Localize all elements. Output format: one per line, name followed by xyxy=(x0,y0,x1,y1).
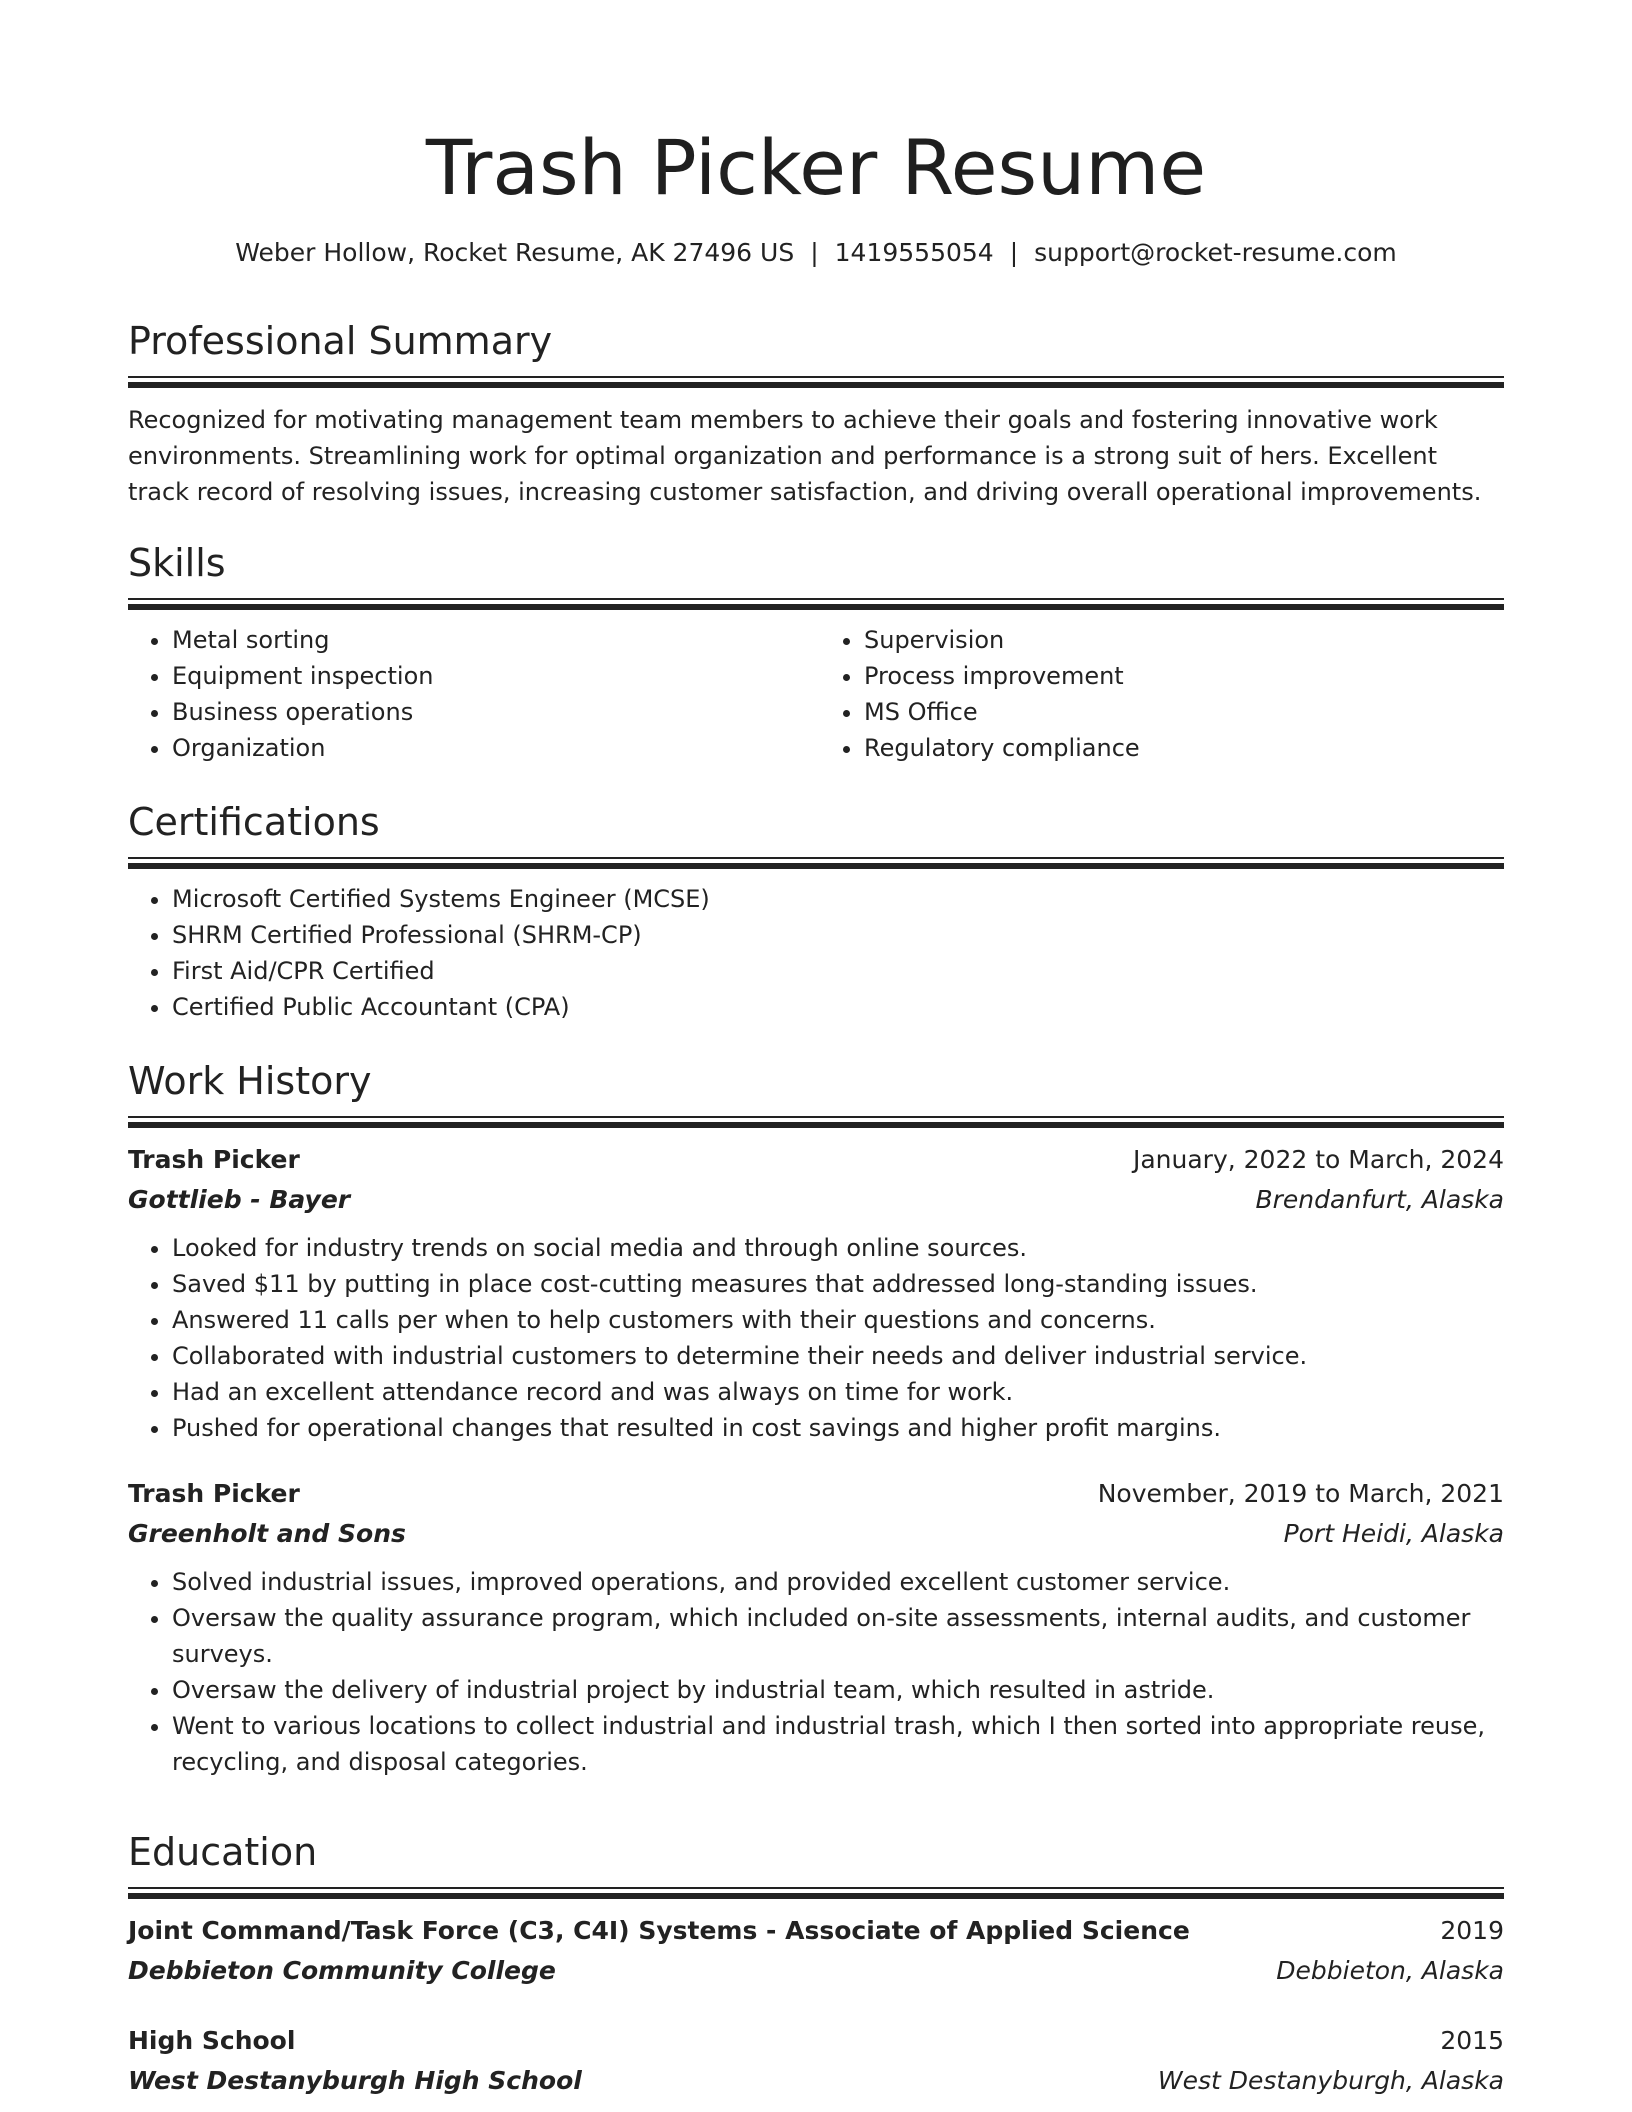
skills-column-left xyxy=(128,622,816,766)
education-header xyxy=(128,1911,1504,1951)
job-title: Trash Picker xyxy=(128,1145,300,1174)
work-history-heading: Work History xyxy=(128,1059,372,1103)
skill-item: • Equipment inspection xyxy=(172,658,816,694)
job-dates: January, 2022 to March, 2024 xyxy=(1132,1145,1504,1174)
job-bullet: • Solved industrial issues, improved operations, and provided excellent customer service. xyxy=(172,1564,1504,1600)
education-location: Debbieton, Alaska xyxy=(1276,1956,1504,1985)
job-bullet: • Collaborated with industrial customers to determine their needs and deliver industrial service. xyxy=(172,1338,1504,1374)
education-header xyxy=(128,2021,1504,2061)
section-divider xyxy=(128,1116,1504,1128)
section-divider xyxy=(128,1887,1504,1899)
summary-section xyxy=(128,316,1504,510)
certification-item: • SHRM Certified Professional (SHRM-CP) xyxy=(172,917,1504,953)
education-subheader xyxy=(128,2061,1504,2101)
summary-heading: Professional Summary xyxy=(128,319,553,363)
contact-phone: 1419555054 xyxy=(834,238,994,267)
education-subheader xyxy=(128,1951,1504,1991)
resume-content xyxy=(128,0,1504,2095)
skills-column-right xyxy=(816,622,1504,766)
skill-item: • Process improvement xyxy=(864,658,1504,694)
education-entry xyxy=(128,2021,1504,2101)
education-section xyxy=(128,1827,1504,2101)
job-header xyxy=(128,1474,1504,1514)
job-subheader xyxy=(128,1180,1504,1220)
job-entry xyxy=(128,1474,1504,1780)
skill-item: • MS Office xyxy=(864,694,1504,730)
summary-text: Recognized for motivating management team members to achieve their goals and fostering innovative work environments. Streamlining work for optimal organization and performance is a strong suit of hers. Excellent track record of resolving issues, increasing customer satisfaction, and driving overall operational improvements. xyxy=(128,406,1482,506)
job-company: Greenholt and Sons xyxy=(128,1519,406,1548)
job-title: Trash Picker xyxy=(128,1479,300,1508)
education-degree: Joint Command/Task Force (C3, C4I) Systems - Associate of Applied Science xyxy=(128,1916,1190,1945)
contact-separator: | xyxy=(1009,238,1019,267)
job-location: Port Heidi, Alaska xyxy=(1283,1519,1504,1548)
job-bullets xyxy=(128,1564,1504,1780)
skill-item: • Organization xyxy=(172,730,816,766)
work-history-section xyxy=(128,1056,1504,1780)
job-bullet: • Answered 11 calls per when to help customers with their questions and concerns. xyxy=(172,1302,1504,1338)
certifications-list xyxy=(128,881,1504,1025)
section-divider xyxy=(128,598,1504,610)
contact-email[interactable]: support@rocket-resume.com xyxy=(1034,238,1397,267)
certification-item: • Microsoft Certified Systems Engineer (MCSE) xyxy=(172,881,1504,917)
job-subheader xyxy=(128,1514,1504,1554)
job-bullets xyxy=(128,1230,1504,1446)
job-bullet: • Oversaw the delivery of industrial project by industrial team, which resulted in astride. xyxy=(172,1672,1504,1708)
job-entry xyxy=(128,1140,1504,1446)
education-year: 2019 xyxy=(1440,1916,1504,1945)
job-bullet: • Oversaw the quality assurance program, which included on-site assessments, internal audits, and customer surveys. xyxy=(172,1600,1504,1672)
resume-title: Trash Picker Resume xyxy=(425,123,1207,212)
job-bullet: • Pushed for operational changes that resulted in cost savings and higher profit margins. xyxy=(172,1410,1504,1446)
certification-item: • Certified Public Accountant (CPA) xyxy=(172,989,1504,1025)
section-divider xyxy=(128,857,1504,869)
contact-line xyxy=(128,236,1504,270)
job-header xyxy=(128,1140,1504,1180)
job-company: Gottlieb - Bayer xyxy=(128,1185,351,1214)
skills-list-left xyxy=(128,622,816,766)
job-bullet: • Looked for industry trends on social media and through online sources. xyxy=(172,1230,1504,1266)
job-bullet: • Went to various locations to collect industrial and industrial trash, which I then sorted into appropriate reuse, recycling, and disposal categories. xyxy=(172,1708,1504,1780)
skill-item: • Business operations xyxy=(172,694,816,730)
skills-list-right xyxy=(816,622,1504,766)
skills-section xyxy=(128,538,1504,766)
education-degree: High School xyxy=(128,2026,296,2055)
certifications-heading: Certifications xyxy=(128,800,380,844)
certification-item: • First Aid/CPR Certified xyxy=(172,953,1504,989)
education-school: Debbieton Community College xyxy=(128,1956,556,1985)
job-dates: November, 2019 to March, 2021 xyxy=(1097,1479,1504,1508)
contact-separator: | xyxy=(810,238,819,267)
education-school: West Destanyburgh High School xyxy=(128,2066,582,2095)
skills-heading: Skills xyxy=(128,541,226,585)
skills-grid xyxy=(128,622,1504,766)
section-divider xyxy=(128,376,1504,388)
job-bullet: • Had an excellent attendance record and was always on time for work. xyxy=(172,1374,1504,1410)
job-bullet: • Saved $11 by putting in place cost-cutting measures that addressed long-standing issues. xyxy=(172,1266,1504,1302)
skill-item: • Metal sorting xyxy=(172,622,816,658)
skill-item: • Regulatory compliance xyxy=(864,730,1504,766)
contact-address: Weber Hollow, Rocket Resume, AK 27496 US xyxy=(235,238,795,267)
education-heading: Education xyxy=(128,1830,318,1874)
education-location: West Destanyburgh, Alaska xyxy=(1157,2066,1504,2095)
skill-item: • Supervision xyxy=(864,622,1504,658)
education-entry xyxy=(128,1911,1504,1991)
certifications-section xyxy=(128,797,1504,1025)
education-year: 2015 xyxy=(1440,2026,1504,2055)
job-location: Brendanfurt, Alaska xyxy=(1255,1185,1504,1214)
